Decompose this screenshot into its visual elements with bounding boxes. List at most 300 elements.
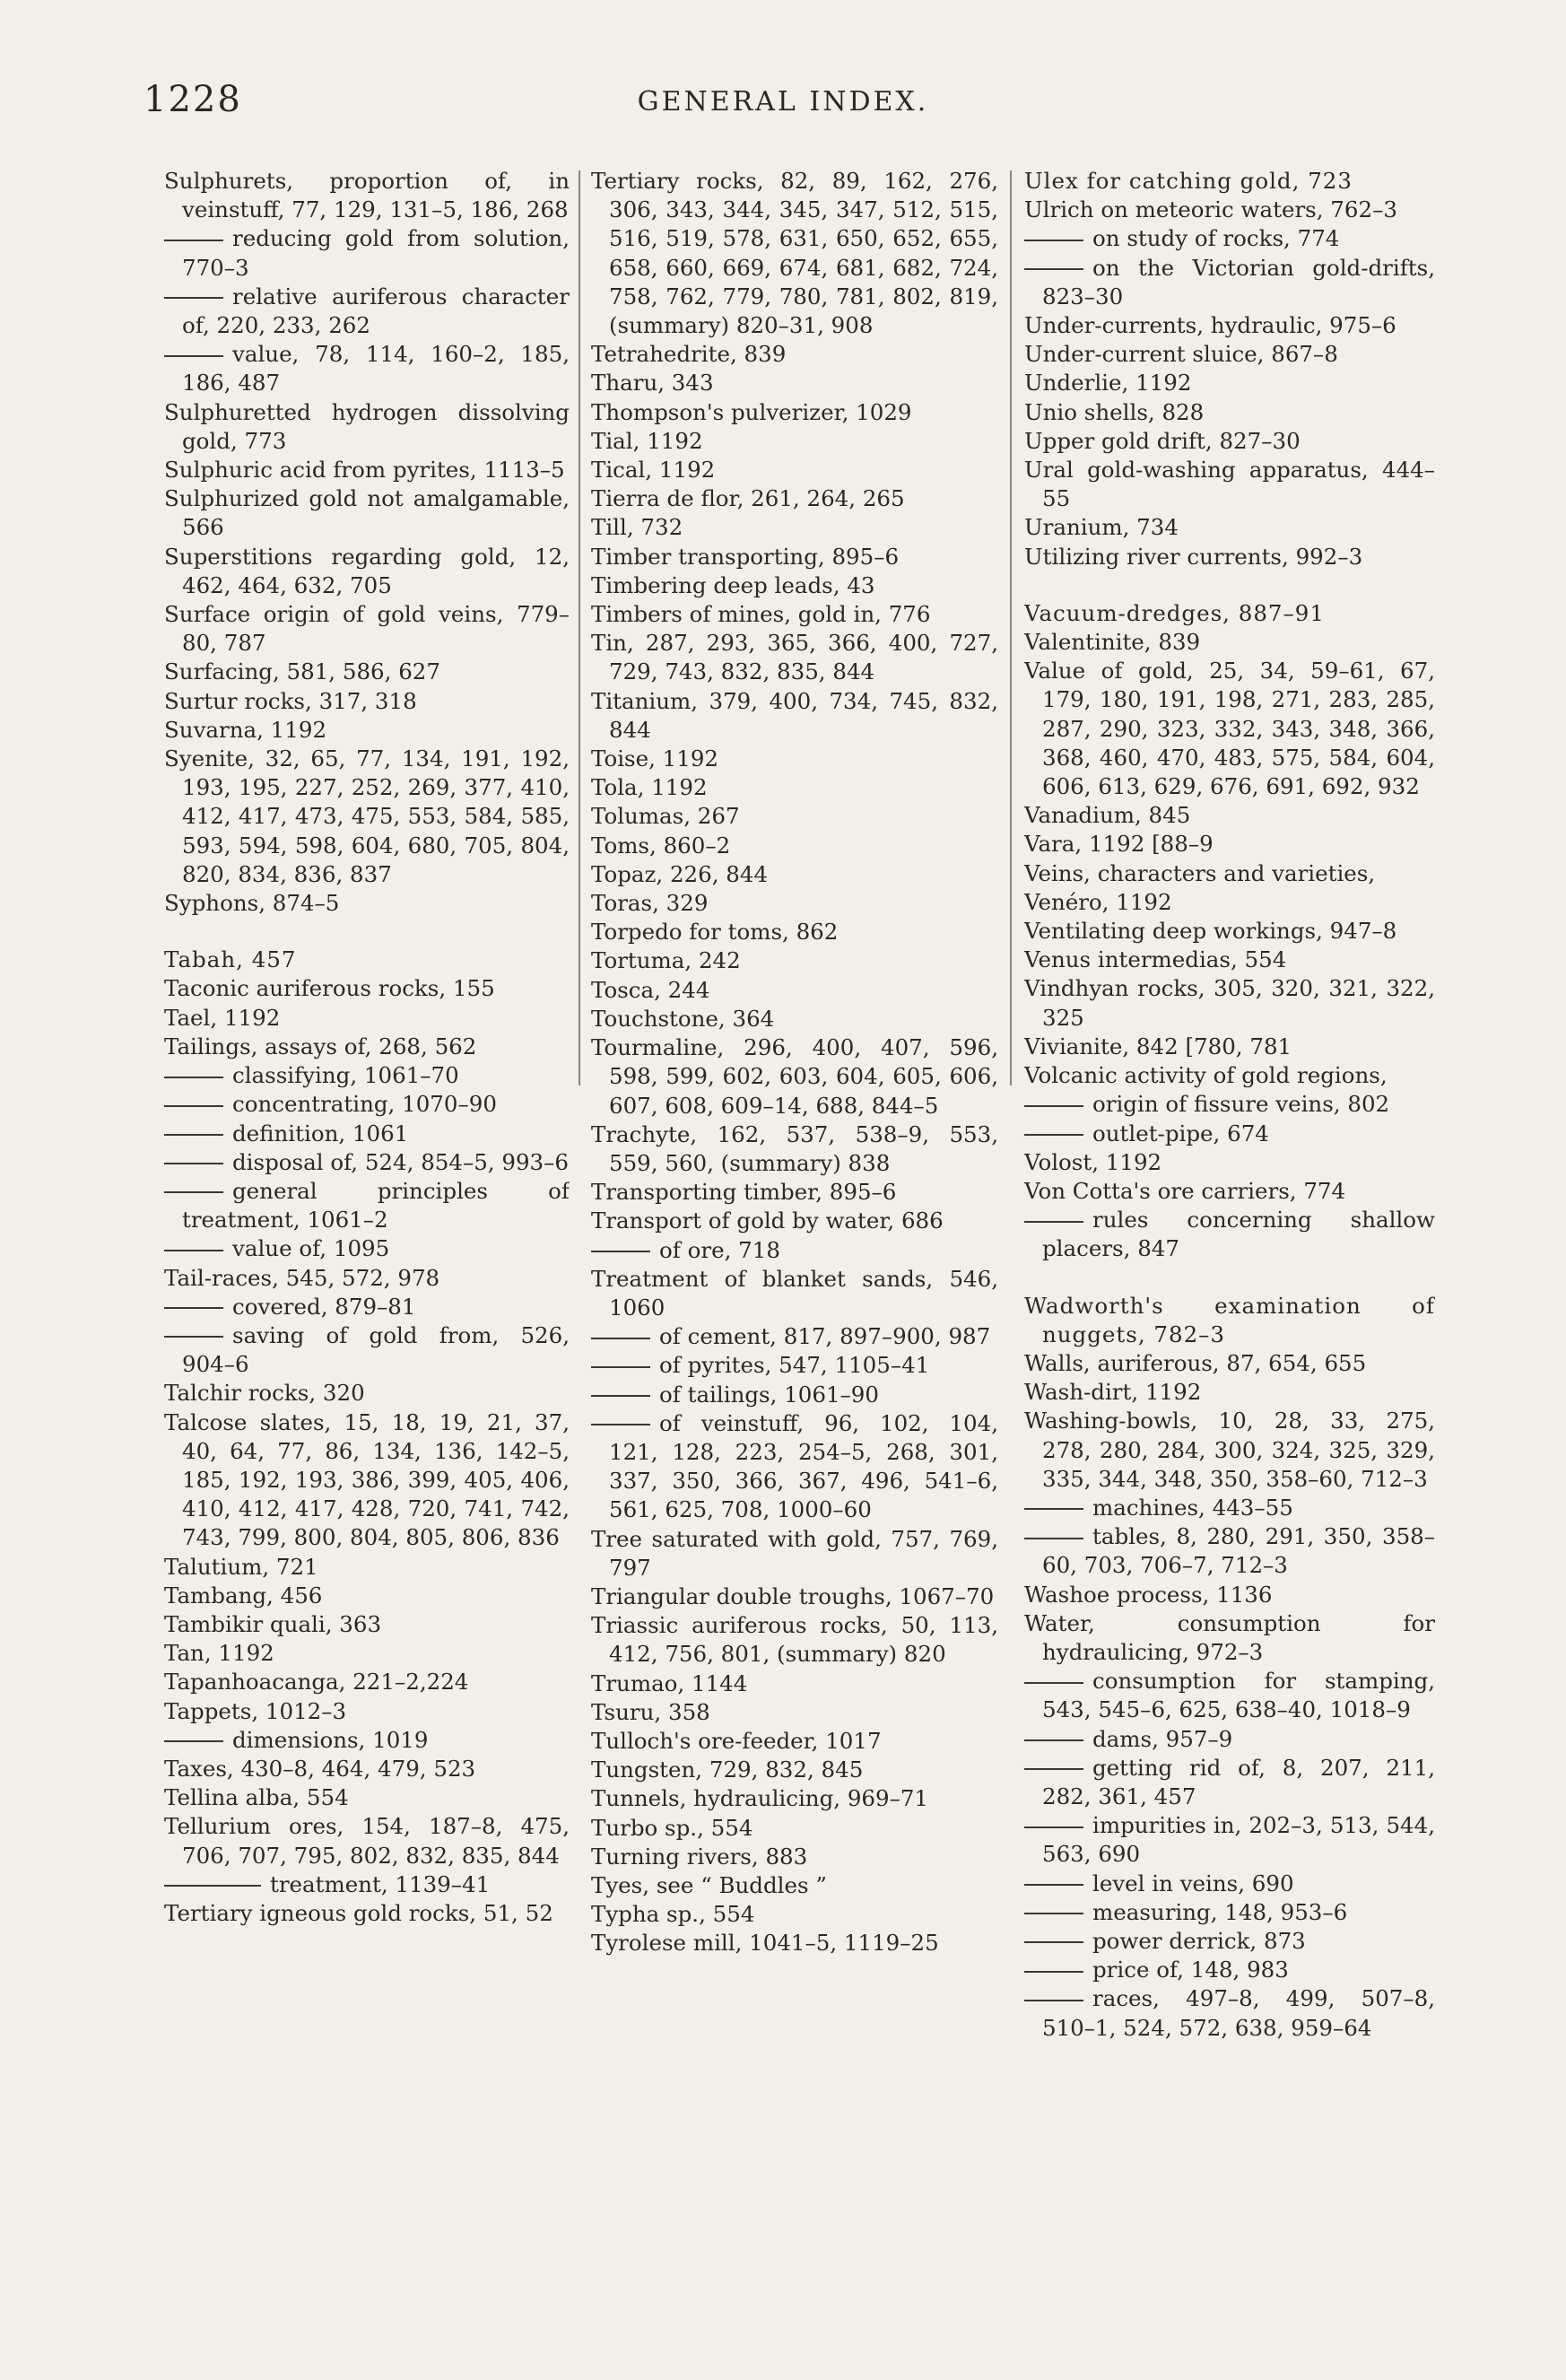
index-subentry [591,1409,998,1525]
index-subentry [1024,1120,1435,1148]
entry-text: Tertiary igneous gold rocks, 51, 52 [164,1899,553,1926]
index-entry [1024,1378,1435,1407]
entry-text: Sulphuretted hydrogen dissolving gold, 773 [164,398,570,454]
index-entry [164,167,570,224]
entry-text: Tabah, 457 [164,946,297,973]
index-entry [591,398,998,427]
entry-text: Timbering deep leads, 43 [591,571,875,598]
entry-text: Talchir rocks, 320 [164,1380,365,1407]
index-entry [1024,917,1435,946]
index-entry [591,1727,998,1756]
entry-text: Tyrolese mill, 1041–5, 1119–25 [591,1930,939,1957]
entry-text: Washing-bowls, 10, 28, 33, 275, 278, 280, 284, 300, 324, 325, 329, 335, 344, 348, 350, 358–60, 712–3 [1024,1408,1435,1492]
entry-text: Toras, 329 [591,890,709,917]
entry-text: Transport of gold by water, 686 [591,1207,944,1234]
index-entry [1024,340,1435,369]
entry-text: of ore, 718 [659,1236,780,1263]
index-entry [591,427,998,456]
entry-text: Sulphurized gold not amalgamable, 566 [164,485,570,541]
index-subentry [1024,1984,1435,2042]
index-entry [591,1207,998,1235]
page-number: 1228 [144,79,242,120]
index-entry [591,745,998,773]
entry-text: Typha sp., 554 [591,1901,755,1928]
index-entry [164,1553,570,1582]
ditto-dash [591,1366,650,1368]
entry-text: Tolumas, 267 [591,803,740,830]
entry-text: Valentinite, 839 [1024,629,1201,656]
column-rule [1010,170,1012,1085]
index-entry [1024,599,1435,628]
entry-text: Syenite, 32, 65, 77, 134, 191, 192, 193, 195, 227, 252, 269, 377, 410, 412, 417, 473, 475, 553, 584, 585, 593, 594, 598, 604, 680, 705, 804, 820, 834, 836, 837 [164,745,570,887]
entry-text: concentrating, 1070–90 [232,1091,497,1118]
index-entry [1024,1292,1435,1349]
entry-text: saving of gold from, 526, 904–6 [182,1321,570,1378]
index-entry [164,946,570,974]
entry-text: Tan, 1192 [164,1640,274,1667]
index-entry [164,1783,570,1812]
ditto-dash [164,1163,223,1164]
index-subentry [164,1061,570,1090]
index-entry [1024,427,1435,456]
entry-text: Wadworth's examination of nuggets, 782–3 [1024,1292,1435,1347]
index-subentry [164,1177,570,1234]
index-subentry [164,283,570,340]
entry-text: measuring, 148, 953–6 [1092,1898,1348,1925]
entry-text: Tosca, 244 [591,976,710,1003]
index-entry [591,513,998,542]
entry-text: Unio shells, 828 [1024,398,1205,425]
index-subentry [164,340,570,397]
index-entry [164,1610,570,1639]
entry-text: on the Victorian gold-drifts, 823–30 [1042,254,1435,309]
index-subentry [1024,1090,1435,1119]
index-column-2 [591,167,998,2302]
entry-text: classifying, 1061–70 [232,1062,459,1089]
ditto-dash [591,1338,650,1339]
entry-text: Tin, 287, 293, 365, 366, 400, 727, 729, 743, 832, 835, 844 [591,630,998,685]
ditto-dash [1024,268,1083,270]
index-entry [591,167,998,340]
entry-text: treatment, 1139–41 [270,1870,491,1897]
ditto-dash [1024,1739,1083,1741]
ditto-dash [1024,1508,1083,1510]
entry-text: Tungsten, 729, 832, 845 [591,1757,864,1783]
index-entry [1024,1148,1435,1177]
entry-text: Toise, 1192 [591,745,719,772]
index-entry [1024,369,1435,397]
entry-text: Tapanhoacanga, 221–2,224 [164,1669,469,1696]
index-entry [1024,1061,1435,1090]
entry-text: Walls, auriferous, 87, 654, 655 [1024,1349,1367,1376]
entry-text: Vacuum-dredges, 887–91 [1024,599,1325,626]
index-entry [164,1408,570,1553]
index-entry [591,918,998,946]
ditto-dash [1024,1682,1083,1684]
ditto-dash [164,1077,223,1078]
entry-text: getting rid of, 8, 207, 211, 282, 361, 457 [1042,1754,1435,1809]
ditto-dash [164,1885,261,1887]
entry-text: Suvarna, 1192 [164,716,327,743]
entry-text: covered, 879–81 [232,1293,416,1320]
entry-text: Uranium, 734 [1024,514,1179,541]
entry-text: Surtur rocks, 317, 318 [164,687,417,714]
entry-text: dams, 957–9 [1092,1725,1233,1752]
entry-text: Ventilating deep workings, 947–8 [1024,918,1397,945]
entry-text: Trachyte, 162, 537, 538–9, 553, 559, 560, (summary) 838 [591,1120,998,1176]
entry-text: Tellurium ores, 154, 187–8, 475, 706, 707, 795, 802, 832, 835, 844 [164,1813,570,1869]
entry-text: Ural gold-washing apparatus, 444–55 [1024,457,1435,512]
entry-text: Turbo sp., 554 [591,1814,753,1841]
index-entry [164,1004,570,1033]
ditto-dash [1024,1941,1083,1943]
ditto-dash [164,1250,223,1251]
index-subentry [591,1381,998,1409]
entry-text: Vivianite, 842 [780, 781 [1024,1033,1292,1059]
entry-text: outlet-pipe, 674 [1092,1120,1269,1146]
entry-text: Tourmaline, 296, 400, 407, 596, 598, 599, 602, 603, 604, 605, 606, 607, 608, 609–14, 688, 844–5 [591,1034,998,1119]
index-entry [591,1582,998,1611]
entry-text: Tellina alba, 554 [164,1784,349,1811]
entry-text: on study of rocks, 774 [1092,225,1340,252]
index-entry [164,889,570,918]
entry-text: dimensions, 1019 [232,1726,429,1753]
index-subentry [1024,224,1435,253]
entry-text: of cement, 817, 897–900, 987 [659,1323,991,1350]
index-entry [164,1264,570,1293]
entry-text: Tambikir quali, 363 [164,1610,382,1637]
ditto-dash [1024,1826,1083,1828]
index-entry [1024,398,1435,427]
entry-text: Toms, 860–2 [591,832,731,859]
index-entry [591,1784,998,1813]
entry-text: value of, 1095 [232,1235,390,1262]
entry-text: of tailings, 1061–90 [659,1381,879,1408]
entry-text: Timber transporting, 895–6 [591,543,900,570]
entry-text: Tertiary rocks, 82, 89, 162, 276, 306, 343, 344, 345, 347, 512, 515, 516, 519, 578, 631, 650, 652, 655, 658, 660, 669, 674, 681, 682, 724, 758, 762, 779, 780, 781, 802, 819, (summary) 820–31, 908 [591,168,998,339]
index-subentry [1024,1206,1435,1263]
section-gap [1024,571,1435,599]
index-entry [1024,830,1435,859]
index-entry [591,1698,998,1727]
entry-text: tables, 8, 280, 291, 350, 358–60, 703, 706–7, 712–3 [1042,1523,1435,1579]
index-entry [164,1812,570,1870]
entry-text: Transporting timber, 895–6 [591,1179,897,1206]
index-entry [164,974,570,1003]
index-subentry [164,1234,570,1263]
index-entry [1024,801,1435,830]
index-subentry [164,1090,570,1119]
entry-text: Under-current sluice, 867–8 [1024,341,1338,368]
index-entry [591,340,998,369]
index-entry [591,1265,998,1322]
page-title: GENERAL INDEX. [637,86,929,118]
entry-text: Tsuru, 358 [591,1698,710,1725]
entry-text: Upper gold drift, 827–30 [1024,427,1301,454]
entry-text: Tulloch's ore-feeder, 1017 [591,1727,882,1754]
ditto-dash [1024,1768,1083,1770]
index-entry [591,1871,998,1900]
index-column-3 [1024,167,1435,2302]
index-subentry [591,1322,998,1351]
index-subentry [164,224,570,282]
entry-text: Tael, 1192 [164,1004,281,1031]
index-entry [164,658,570,686]
ditto-dash [1024,1134,1083,1136]
index-subentry [1024,1811,1435,1869]
index-entry [164,687,570,716]
index-entry [164,1668,570,1696]
index-entry [591,484,998,513]
index-entry [591,369,998,397]
entry-text: Tical, 1192 [591,457,716,484]
index-entry [164,398,570,456]
entry-text: Ulrich on meteoric waters, 762–3 [1024,196,1397,223]
index-subentry [164,1321,570,1379]
ditto-dash [164,1740,223,1742]
entry-text: Torpedo for toms, 862 [591,919,839,946]
index-entry [164,1639,570,1668]
index-entry [1024,311,1435,340]
column-rule [579,170,580,1085]
entry-text: Volcanic activity of gold regions, [1024,1062,1388,1089]
entry-text: Under-currents, hydraulic, 975–6 [1024,312,1396,339]
index-subentry [1024,1956,1435,1984]
index-subentry [164,1120,570,1148]
entry-text: Taconic auriferous rocks, 155 [164,975,495,1002]
index-entry [164,716,570,745]
index-subentry [1024,1898,1435,1927]
entry-text: Tail-races, 545, 572, 978 [164,1264,440,1291]
entry-text: disposal of, 524, 854–5, 993–6 [232,1148,569,1175]
index-entry [164,1899,570,1928]
index-entry [1024,946,1435,974]
entry-text: Tetrahedrite, 839 [591,341,787,368]
index-entry [1024,196,1435,224]
entry-text: Veins, characters and varieties, [1024,859,1376,886]
index-entry [591,543,998,571]
ditto-dash [164,240,223,241]
index-entry [591,456,998,484]
index-entry [164,745,570,889]
index-subentry [1024,1725,1435,1754]
ditto-dash [591,1424,650,1425]
entry-text: of veinstuff, 96, 102, 104, 121, 128, 223, 254–5, 268, 301, 337, 350, 366, 367, 496, 541–6, 561, 625, 708, 1000–60 [609,1409,998,1523]
ditto-dash [164,1191,223,1193]
index-subentry [1024,1667,1435,1724]
entry-text: Trumao, 1144 [591,1669,748,1696]
index-entry [1024,456,1435,513]
entry-text: Touchstone, 364 [591,1005,775,1032]
index-entry [164,1755,570,1783]
index-entry [591,1178,998,1207]
index-entry [164,484,570,542]
index-entry [591,1756,998,1784]
entry-text: races, 497–8, 499, 507–8, 510–1, 524, 572, 638, 959–64 [1042,1985,1435,2041]
ditto-dash [591,1251,650,1252]
index-entry [164,1697,570,1726]
entry-text: Sulphuric acid from pyrites, 1113–5 [164,457,565,484]
index-entry [591,687,998,745]
page-header [0,79,1566,133]
index-entry [164,543,570,600]
index-subentry [164,1870,570,1899]
index-entry [1024,888,1435,917]
entry-text: Tierra de flor, 261, 264, 265 [591,485,905,512]
entry-text: of pyrites, 547, 1105–41 [659,1352,930,1379]
entry-text: Treatment of blanket sands, 546, 1060 [591,1265,998,1321]
entry-text: Till, 732 [591,514,683,541]
entry-text: Topaz, 226, 844 [591,860,769,887]
index-entry [591,1843,998,1871]
entry-text: Syphons, 874–5 [164,890,340,917]
entry-text: rules concerning shallow placers, 847 [1042,1207,1435,1262]
entry-text: Tappets, 1012–3 [164,1697,347,1724]
index-entry [591,860,998,889]
index-subentry [1024,1522,1435,1580]
index-subentry [1024,1494,1435,1522]
index-entry [164,1582,570,1610]
section-gap [164,918,570,946]
ditto-dash [1024,2000,1083,2001]
index-subentry [1024,1870,1435,1898]
entry-text: Wash-dirt, 1192 [1024,1379,1202,1406]
entry-text: Tortuma, 242 [591,947,741,974]
index-entry [591,1669,998,1698]
entry-text: Tharu, 343 [591,370,714,397]
index-subentry [164,1293,570,1321]
index-entry [1024,1581,1435,1609]
entry-text: Water, consumption for hydraulicing, 972–3 [1024,1609,1435,1665]
entry-text: Tola, 1192 [591,774,708,801]
entry-text: impurities in, 202–3, 513, 544, 563, 690 [1042,1812,1435,1868]
entry-text: level in veins, 690 [1092,1870,1294,1896]
index-entry [164,1033,570,1061]
index-subentry [1024,1927,1435,1956]
entry-text: Talutium, 721 [164,1553,318,1580]
index-entry [1024,1033,1435,1061]
index-entry [591,773,998,802]
ditto-dash [1024,1913,1083,1914]
index-entry [164,600,570,658]
index-entry [1024,628,1435,657]
ditto-dash [1024,1221,1083,1223]
index-entry [1024,1609,1435,1667]
index-entry [591,571,998,600]
index-entry [591,1814,998,1843]
entry-text: origin of fissure veins, 802 [1092,1091,1390,1118]
ditto-dash [1024,1538,1083,1539]
index-entry [591,1120,998,1178]
index-entry [591,1033,998,1120]
index-entry [591,832,998,860]
index-entry [591,600,998,629]
index-entry [1024,859,1435,888]
section-gap [1024,1264,1435,1292]
index-entry [591,1929,998,1957]
entry-text: Venéro, 1192 [1024,888,1172,915]
entry-text: Utilizing river currents, 992–3 [1024,543,1363,570]
entry-text: definition, 1061 [232,1120,409,1146]
ditto-dash [164,355,223,357]
entry-text: Underlie, 1192 [1024,370,1192,397]
index-entry [1024,1349,1435,1378]
ditto-dash [164,297,223,299]
entry-text: general principles of treatment, 1061–2 [182,1177,570,1234]
entry-text: price of, 148, 983 [1092,1957,1289,1983]
ditto-dash [164,1307,223,1309]
entry-text: reducing gold from solution, 770–3 [182,225,570,281]
entry-text: Talcose slates, 15, 18, 19, 21, 37, 40, 64, 77, 86, 134, 136, 142–5, 185, 192, 193, 386, 399, 405, 406, 410, 412, 417, 428, 720, 741, 742, 743, 799, 800, 804, 805, 806, 836 [164,1408,570,1551]
index-subentry [1024,254,1435,311]
index-entry [591,1005,998,1033]
index-entry [1024,657,1435,801]
entry-text: Sulphurets, proportion of, in veinstuff, 77, 129, 131–5, 186, 268 [164,168,570,223]
index-entry [591,629,998,686]
entry-text: Superstitions regarding gold, 12, 462, 464, 632, 705 [164,543,570,598]
index-subentry [591,1351,998,1380]
entry-text: Tial, 1192 [591,427,703,454]
index-entry [591,1900,998,1929]
index-entry [591,802,998,831]
entry-text: Von Cotta's ore carriers, 774 [1024,1177,1346,1204]
index-entry [1024,1407,1435,1494]
entry-text: value, 78, 114, 160–2, 185, 186, 487 [182,341,570,397]
entry-text: Vara, 1192 [88–9 [1024,831,1214,858]
entry-text: Titanium, 379, 400, 734, 745, 832, 844 [591,687,998,743]
entry-text: Surfacing, 581, 586, 627 [164,658,440,685]
ditto-dash [164,1105,223,1107]
index-entry [591,946,998,975]
entry-text: power derrick, 873 [1092,1927,1306,1954]
entry-text: Washoe process, 1136 [1024,1581,1273,1608]
entry-text: Ulex for catching gold, 723 [1024,168,1353,194]
ditto-dash [1024,1105,1083,1107]
index-subentry [164,1148,570,1177]
ditto-dash [1024,1971,1083,1973]
entry-text: Vanadium, 845 [1024,802,1191,829]
index-subentry [591,1236,998,1265]
entry-text: Tailings, assays of, 268, 562 [164,1033,477,1059]
index-entry [1024,974,1435,1032]
ditto-dash [164,1134,223,1136]
entry-text: Surface origin of gold veins, 779–80, 787 [164,601,570,657]
entry-text: Triangular double troughs, 1067–70 [591,1582,995,1609]
index-entry [591,1525,998,1582]
entry-text: machines, 443–55 [1092,1494,1293,1521]
index-entry [591,976,998,1005]
entry-text: Tyes, see “ Buddles ” [591,1871,827,1898]
index-subentry [1024,1754,1435,1811]
ditto-dash [591,1395,650,1397]
entry-text: Timbers of mines, gold in, 776 [591,601,931,628]
entry-text: Vindhyan rocks, 305, 320, 321, 322, 325 [1024,975,1435,1031]
entry-text: Turning rivers, 883 [591,1843,808,1870]
entry-text: consumption for stamping, 543, 545–6, 625, 638–40, 1018–9 [1042,1668,1435,1723]
ditto-dash [1024,240,1083,241]
entry-text: relative auriferous character of, 220, 233, 262 [182,283,570,339]
entry-text: Triassic auriferous rocks, 50, 113, 412, 756, 801, (summary) 820 [591,1612,998,1668]
index-subentry [164,1726,570,1755]
index-column-1 [164,167,570,2302]
entry-text: Tree saturated with gold, 757, 769, 797 [591,1525,998,1581]
entry-text: Thompson's pulverizer, 1029 [591,398,912,425]
ditto-dash [164,1336,223,1338]
entry-text: Volost, 1192 [1024,1148,1162,1175]
index-entry [164,1379,570,1408]
index-entry [1024,167,1435,196]
entry-text: Tambang, 456 [164,1582,323,1608]
